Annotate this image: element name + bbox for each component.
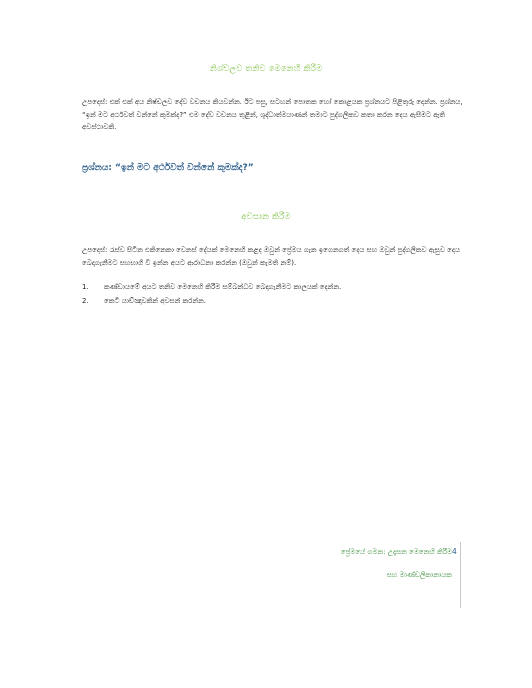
list-item — [82, 281, 462, 294]
list-item — [82, 295, 462, 308]
list-item-number: 1. — [82, 283, 89, 291]
list-item-text: කණ්ඩායමේ අයට තනිව මෙනෙහි කිරීම සම්බන්ධව බෙදාගැනීමට කාලයක් දෙන්න. — [104, 283, 342, 291]
footer-title-line-1: ප්‍රේමයේ ගමන: උදෑසන මෙනෙහි කිරීම — [340, 548, 452, 556]
list-item-number: 2. — [82, 297, 89, 305]
closing-steps-list — [82, 281, 462, 309]
question-text: ප්‍රශ්නය: “ඉන් මට අර්ථවත් වන්නේ කුමක්ද?” — [82, 163, 254, 173]
instruction-paragraph-1: උපදෙස්: එක් එක් අය නිෂ්චලව දේව වචනය කියවන්න. ඊට පසු, සටහන් පොතක හෝ කොළයක ප්‍රශ්නයට පිළිතුරු දෙන්න. ප්‍රශ්නය, “ඉන් මට අර්ථවත් වන්නේ කුමක්ද?” එම දේව වචනය තුළින්, ශුද්ධාත්මයාණන් තමාට පුද්ගලිකව කතා කරන දෙය ඇසීමට ඇති අවස්ථාවකි. — [82, 98, 463, 131]
footer-title-line-2: සහ මාණ්ඩලිකානායක — [386, 571, 452, 579]
footer-divider — [460, 542, 461, 608]
instruction-paragraph-2: උපදෙස්: රැස්ව සිටින එකිනෙකා වෙනස් දේයක් මෙනෙහි කළද ඔවුන් ප්‍රේමය ගැන ඉගෙනගත් දෙය සහ ඔවුන් පුද්ගලිකව ඇසුව දෙය බෙදාගැනීමට සහභාගි වී ඉන්න අයට ආරාධනා කරන්න (ඔවුන් කැමති නම්). — [82, 246, 460, 267]
section-heading-still-meditation: නිශ්චලව තනිව මෙනෙහි කිරීම — [209, 64, 323, 74]
section-heading-closing: අවසාන කිරීම — [241, 212, 291, 222]
list-item-text: කෙටි යාච්ඤාවකින් අවසන් කරන්න. — [104, 297, 206, 305]
page-number: 4 — [452, 547, 457, 556]
